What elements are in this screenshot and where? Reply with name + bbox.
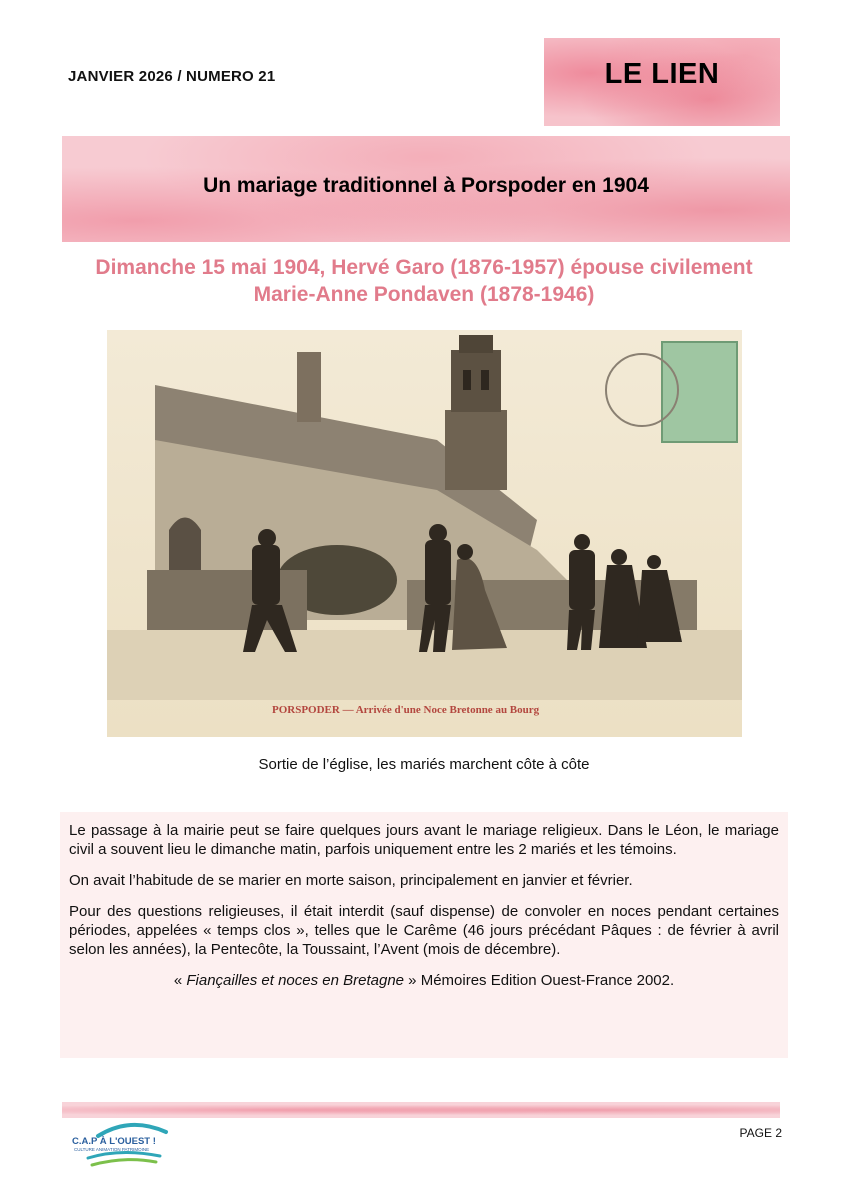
page-number: PAGE 2 <box>739 1126 782 1140</box>
chimney <box>297 352 321 422</box>
article-body <box>60 812 788 1058</box>
brand-banner <box>544 38 780 126</box>
brand-title: LE LIEN <box>604 58 720 90</box>
source-close: » Mémoires Edition Ouest-France 2002. <box>404 972 675 989</box>
bell-tower-top <box>451 350 501 412</box>
postcard-photo <box>107 330 742 737</box>
source-open: « <box>173 972 187 989</box>
body-paragraph-1: Le passage à la mairie peut se faire quelques jours avant le mariage religieux. Dans le Léon, le mariage civil a souvent lieu le dimanche matin, parfois uniquement entre les 2 mariés et les témoins. <box>69 822 779 858</box>
logo-text: C.A.P À L'OUEST ! <box>72 1136 156 1147</box>
cap-a-louest-logo <box>70 1118 180 1174</box>
issue-label: JANVIER 2026 / NUMERO 21 <box>68 68 276 85</box>
source-citation <box>69 971 779 990</box>
postage-stamp <box>662 342 737 442</box>
photo-caption: Sortie de l’église, les mariés marchent côte à côte <box>258 756 590 773</box>
logo-subtext: CULTURE ANIMATION PATRIMOINE <box>74 1147 150 1152</box>
title-band <box>62 136 790 242</box>
body-paragraph-3: Pour des questions religieuses, il était interdit (sauf dispense) de convoler en noces pendant certaines périodes, appelées « temps clos », telles que le Carême (46 jours précédant Pâques : de février à avril selon les années), la Pentecôte, la Toussaint, l’Avent (mois de décembre). <box>69 903 779 958</box>
subtitle-line-1: Dimanche 15 mai 1904, Hervé Garo (1876-1957) épouse civilement <box>95 256 753 279</box>
article-title: Un mariage traditionnel à Porspoder en 1904 <box>203 174 649 197</box>
postcard-caption: PORSPODER — Arrivée d'une Noce Bretonne au Bourg <box>272 704 540 716</box>
bell-tower-base <box>445 410 507 490</box>
body-paragraph-2: On avait l’habitude de se marier en morte saison, principalement en janvier et février. <box>69 872 633 889</box>
subtitle-line-2: Marie-Anne Pondaven (1878-1946) <box>253 283 595 306</box>
postcard-illustration <box>107 330 742 737</box>
article-subtitle <box>40 254 808 308</box>
source-title: Fiançailles et noces en Bretagne <box>186 972 405 989</box>
footer-band <box>62 1102 780 1118</box>
